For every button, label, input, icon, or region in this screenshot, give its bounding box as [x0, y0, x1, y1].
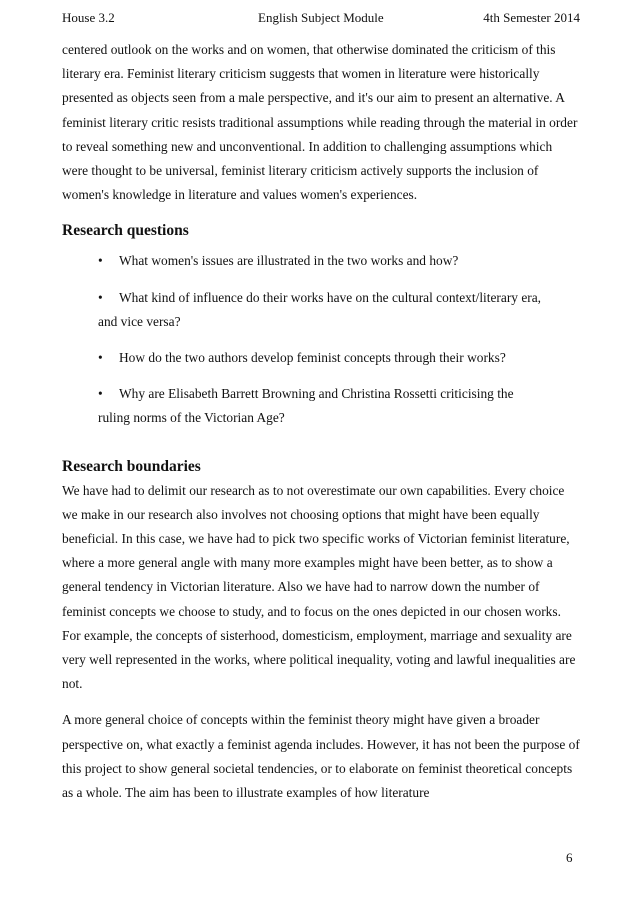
page-number: 6 — [566, 850, 573, 865]
page-body — [62, 38, 580, 805]
question-text: What women's issues are illustrated in the two works and how? — [119, 253, 459, 269]
bullet: • — [98, 289, 103, 305]
intro-paragraph: centered outlook on the works and on women, that otherwise dominated the criticism of this literary era. Feminist literary criticism suggests that women in literature were historically presented as objects seen from a male perspective, and it's our aim to present an alternative. A feminist literary critic resists traditional assumptions while reading through the material in order to reveal something new and unconventional. In addition to challenging assumptions which were thought to be universal, feminist literary criticism actively supports the inclusion of women's knowledge in literature and values women's experiences. — [62, 42, 578, 203]
boundaries-paragraph-2: A more general choice of concepts within the feminist theory might have given a broader perspective on, what exactly a feminist agenda includes. However, it has not been the purpose of this project to show general societal tendencies, or to elaborate on feminist theoretical concepts as a whole. The aim has been to illustrate examples of how literature — [62, 712, 580, 801]
list-item — [62, 249, 580, 273]
page-header — [62, 10, 580, 28]
list-item — [62, 286, 580, 334]
header-module: English Subject Module — [258, 10, 384, 25]
question-text: Why are Elisabeth Barrett Browning and Christina Rossetti criticising the — [119, 386, 514, 402]
research-questions-list — [62, 249, 580, 430]
question-text: How do the two authors develop feminist concepts through their works? — [119, 350, 506, 366]
header-house: House 3.2 — [62, 10, 115, 25]
question-text-continued: ruling norms of the Victorian Age? — [98, 410, 285, 426]
bullet: • — [98, 350, 103, 366]
header-semester: 4th Semester 2014 — [483, 10, 580, 25]
research-questions-heading: Research questions — [62, 222, 189, 240]
question-text: What kind of influence do their works have on the cultural context/literary era, — [119, 289, 542, 305]
question-text-continued: and vice versa? — [98, 313, 181, 329]
list-item — [62, 382, 580, 430]
boundaries-paragraph-1: We have had to delimit our research as to not overestimate our own capabilities. Every choice we make in our research also involves not choosing options that might have been equally beneficial. In this case, we have had to pick two specific works of Victorian feminist literature, where a more general angle with many more examples might have been better, as to show a general tendency in Victorian literature. Also we have had to narrow down the number of feminist concepts we choose to study, and to focus on the ones depicted in our chosen works. For example, the concepts of sisterhood, domesticism, employment, marriage and sexuality are very well represented in the works, where political inequality, voting and lawful inequalities are not. — [62, 482, 576, 692]
bullet: • — [98, 253, 103, 269]
bullet: • — [98, 386, 103, 402]
list-item — [62, 346, 580, 370]
research-boundaries-heading: Research boundaries — [62, 457, 201, 475]
